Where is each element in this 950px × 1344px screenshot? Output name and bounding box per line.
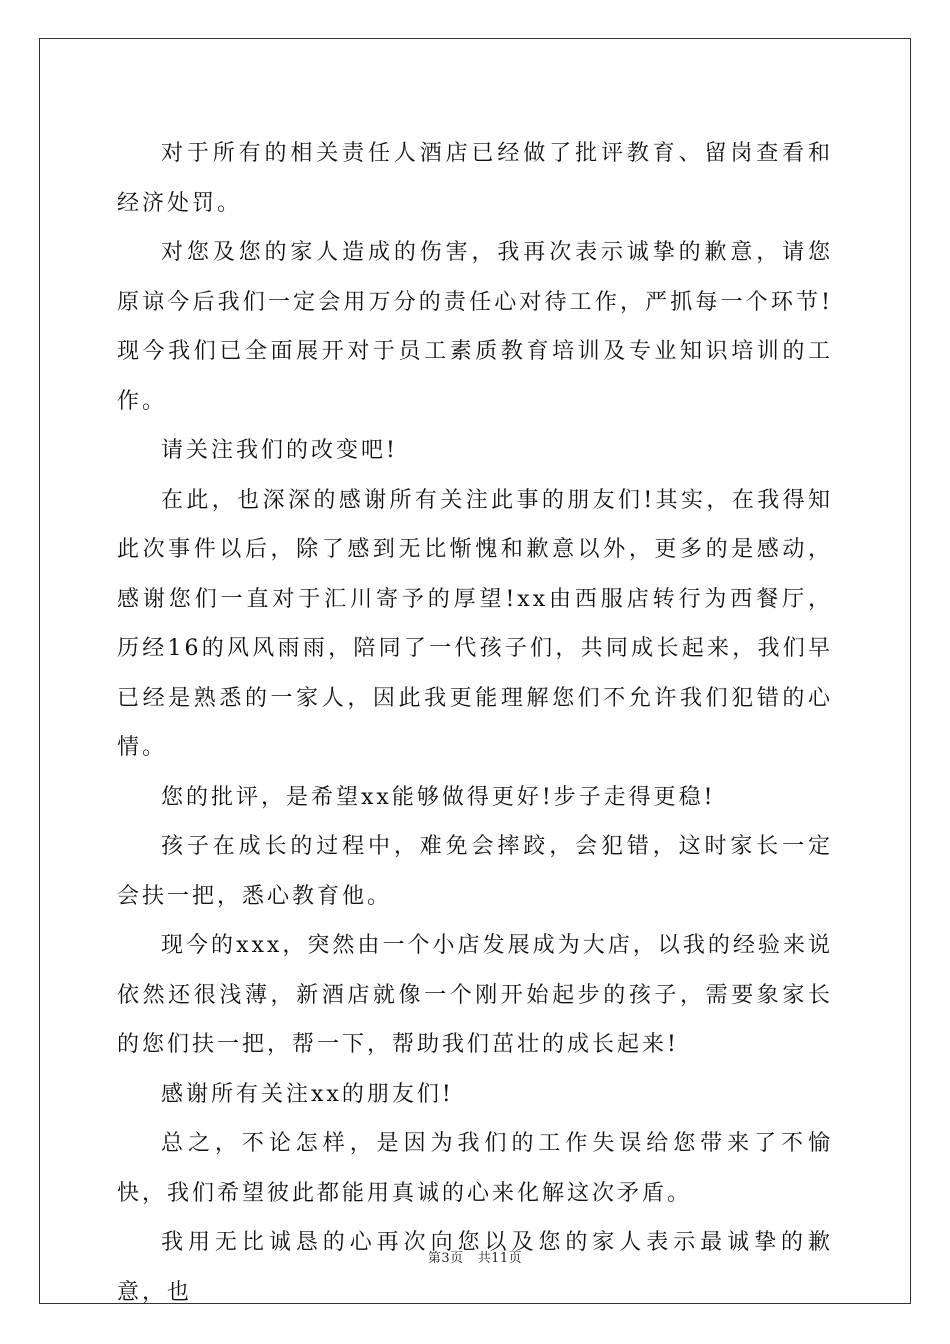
paragraph: 对于所有的相关责任人酒店已经做了批评教育、留岗查看和经济处罚。 xyxy=(117,141,833,216)
paragraph: 总之，不论怎样，是因为我们的工作失误给您带来了不愉快，我们希望彼此都能用真诚的心来化解这次矛盾。 xyxy=(117,1131,833,1206)
paragraph: 现今的xxx，突然由一个小店发展成为大店，以我的经验来说依然还很浅薄，新酒店就像一个刚开始起步的孩子，需要象家长的您们扶一把，帮一下，帮助我们茁壮的成长起来! xyxy=(117,933,833,1057)
paragraph: 孩子在成长的过程中，难免会摔跤，会犯错，这时家长一定会扶一把，悉心教育他。 xyxy=(117,834,833,909)
paragraph: 感谢所有关注xx的朋友们! xyxy=(161,1081,454,1107)
paragraph: 您的批评，是希望xx能够做得更好!步子走得更稳! xyxy=(161,784,716,810)
paragraph: 在此，也深深的感谢所有关注此事的朋友们!其实，在我得知此次事件以后，除了感到无比惭愧和歉意以外，更多的是感动，感谢您们一直对于汇川寄予的厚望!xx由西服店转行为西餐厅，历经16的风风雨雨，陪同了一代孩子们，共同成长起来，我们早已经是熟悉的一家人，因此我更能理解您们不允许我们犯错的心情。 xyxy=(117,487,833,760)
paragraph: 请关注我们的改变吧! xyxy=(161,438,398,463)
paragraph: 我用无比诚恳的心再次向您以及您的家人表示最诚挚的歉意，也 xyxy=(117,1230,833,1305)
page-total: 共11页 xyxy=(477,1251,523,1266)
paragraph: 对您及您的家人造成的伤害，我再次表示诚挚的歉意，请您原谅今后我们一定会用万分的责任心对待工作，严抓每一个环节!现今我们已全面展开对于员工素质教育培训及专业知识培训的工作。 xyxy=(117,240,833,414)
page-footer xyxy=(0,1247,950,1266)
page-number: 第3页 xyxy=(427,1251,464,1266)
document-body xyxy=(117,129,833,1317)
